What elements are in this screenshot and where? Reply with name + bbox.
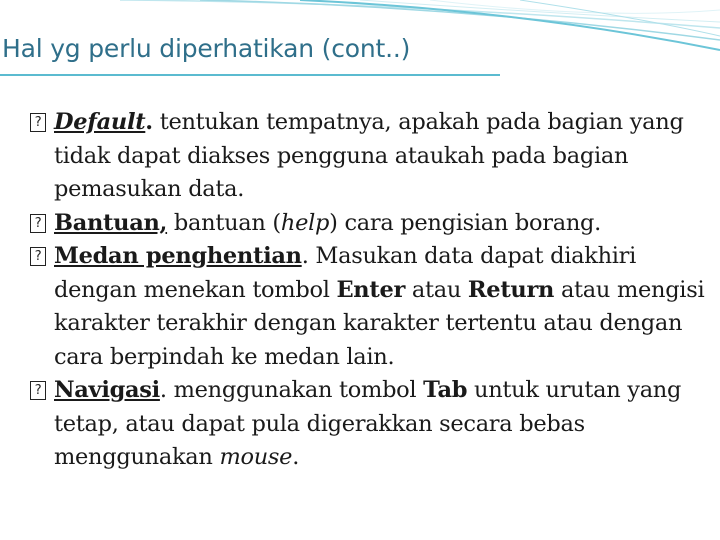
mouse-text: mouse	[219, 444, 293, 470]
bullet-box-icon: ?	[30, 381, 46, 400]
bullet-box-icon: ?	[30, 214, 46, 233]
text: tentukan tempatnya, apakah pada bagian yang tidak dapat diakses pengguna ataukah pada bagian pemasukan data.	[54, 109, 684, 202]
help-text: help	[280, 209, 330, 236]
bullet-box-icon: ?	[30, 247, 46, 266]
bullet-item-bantuan: ? Bantuan, bantuan (help) cara pengisian borang.	[30, 207, 710, 241]
slide-title: Hal yg perlu diperhatikan (cont..)	[2, 34, 411, 63]
key-tab: Tab	[423, 377, 468, 403]
bullet-list	[30, 106, 710, 475]
bullet-item-medan-penghentian: ? Medan penghentian. Masukan data dapat diakhiri dengan menekan tombol Enter atau Return atau mengisi karakter terakhir dengan karakter tertentu atau dengan cara berpindah ke medan lain.	[30, 240, 710, 374]
key-return: Return	[467, 276, 555, 303]
bullet-box-icon: ?	[30, 113, 46, 132]
term-bantuan: Bantuan,	[54, 209, 168, 236]
term-navigasi: Navigasi	[54, 377, 160, 403]
term-default: Default	[54, 109, 146, 135]
title-underline	[0, 74, 500, 76]
key-enter: Enter	[336, 276, 406, 303]
term-medan-penghentian: Medan penghentian	[54, 243, 302, 269]
bullet-item-default: ? Default. tentukan tempatnya, apakah pada bagian yang tidak dapat diakses pengguna ataukah pada bagian pemasukan data.	[30, 106, 710, 207]
bullet-item-navigasi: ? Navigasi. menggunakan tombol Tab untuk urutan yang tetap, atau dapat pula digerakkan secara bebas menggunakan mouse.	[30, 374, 710, 475]
